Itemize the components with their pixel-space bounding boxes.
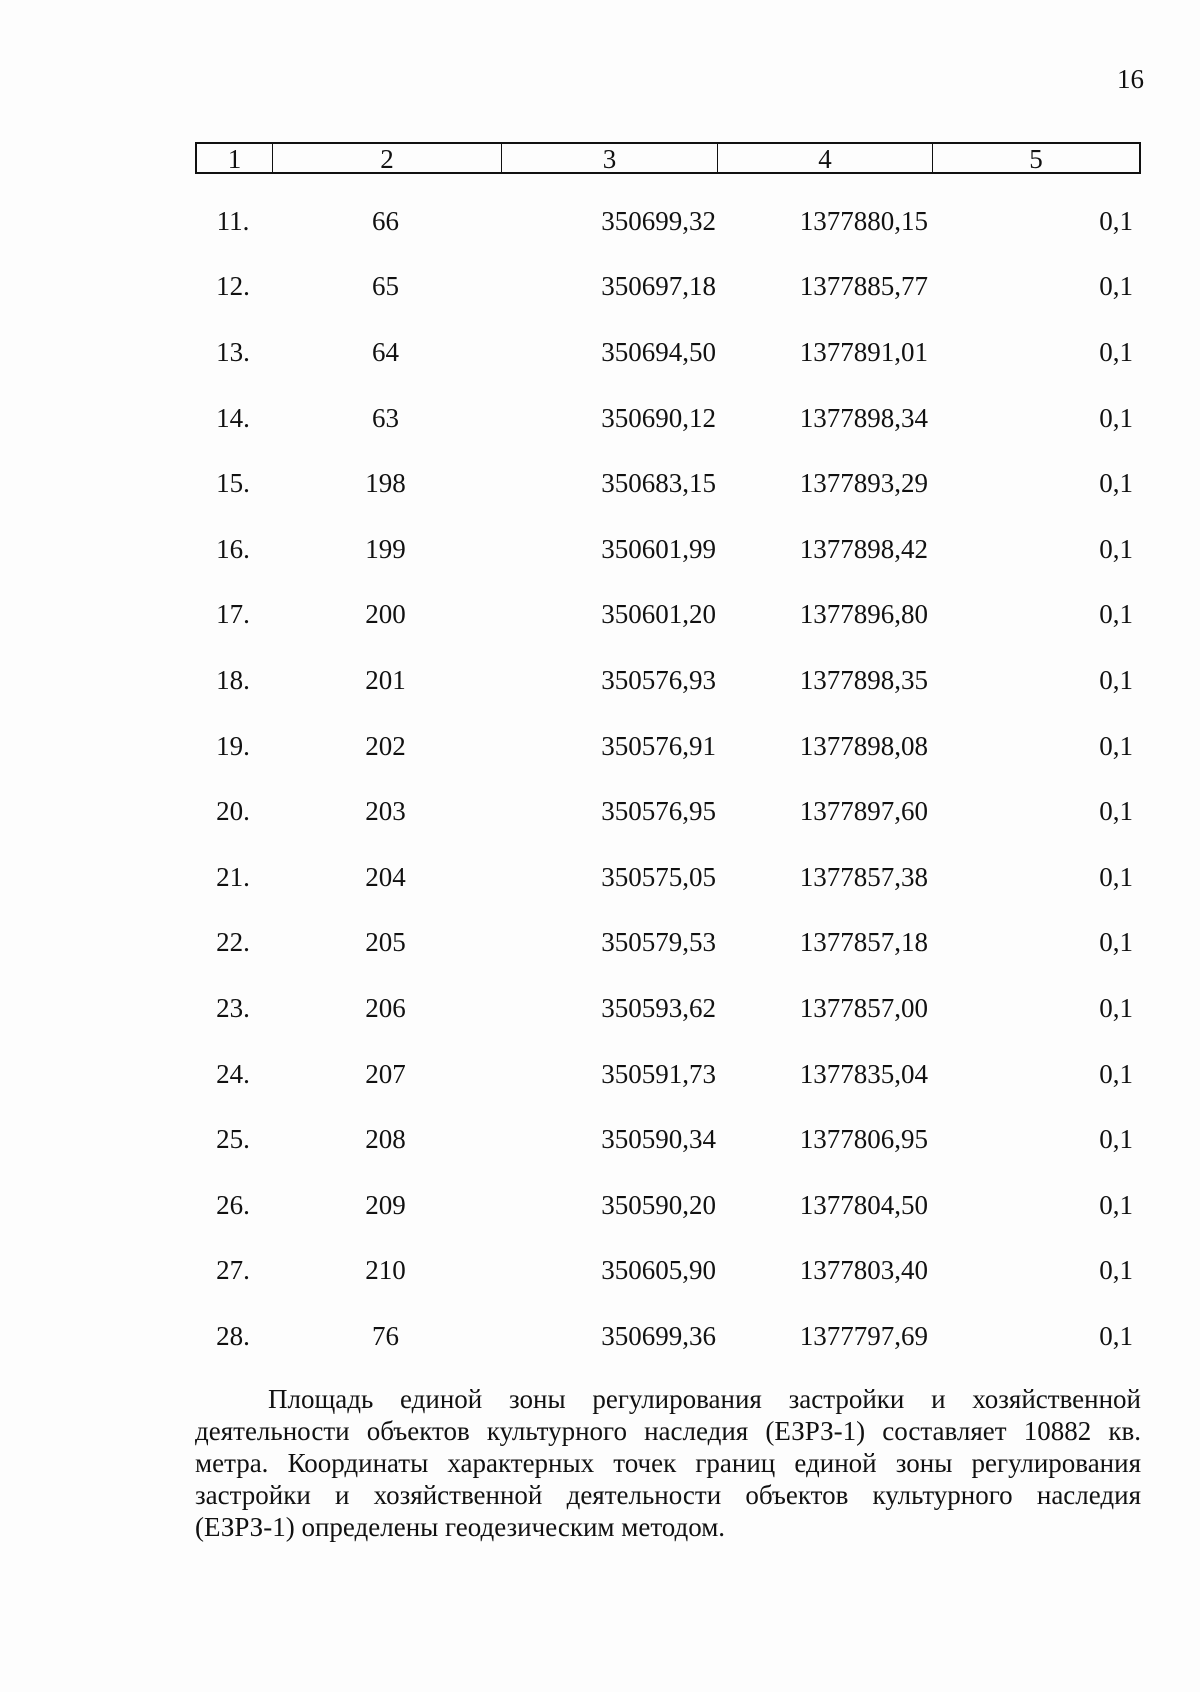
table-row [195,778,1141,844]
table-row [195,450,1141,516]
point-number: 66 [372,205,399,236]
table-row [195,1172,1141,1238]
accuracy-value: 0,1 [1099,1189,1133,1220]
header-cell: 4 [718,144,933,172]
y-coordinate: 1377804,50 [799,1189,928,1220]
y-coordinate: 1377898,42 [799,533,928,564]
table-row [195,319,1141,385]
y-coordinate: 1377797,69 [799,1320,928,1351]
point-number: 199 [365,533,406,564]
table-row [195,647,1141,713]
y-coordinate: 1377896,80 [799,599,928,630]
row-number: 17. [216,599,250,630]
accuracy-value: 0,1 [1099,336,1133,367]
row-number: 20. [216,796,250,827]
point-number: 198 [365,468,406,499]
row-number: 26. [216,1189,250,1220]
point-number: 210 [365,1255,406,1286]
table-header [195,142,1141,174]
row-number: 22. [216,927,250,958]
accuracy-value: 0,1 [1099,730,1133,761]
x-coordinate: 350576,95 [601,796,716,827]
point-number: 209 [365,1189,406,1220]
x-coordinate: 350576,93 [601,664,716,695]
row-number: 16. [216,533,250,564]
point-number: 206 [365,992,406,1023]
y-coordinate: 1377857,18 [799,927,928,958]
header-cell: 3 [502,144,718,172]
point-number: 202 [365,730,406,761]
accuracy-value: 0,1 [1099,533,1133,564]
y-coordinate: 1377897,60 [799,796,928,827]
table-row [195,713,1141,779]
x-coordinate: 350579,53 [601,927,716,958]
row-number: 21. [216,861,250,892]
header-cell: 1 [197,144,273,172]
accuracy-value: 0,1 [1099,271,1133,302]
row-number: 27. [216,1255,250,1286]
accuracy-value: 0,1 [1099,1058,1133,1089]
area-paragraph: Площадь единой зоны регулирования застройки и хозяйственной деятельности объектов культурного наследия (ЕЗРЗ-1) составляет 10882 кв. метра. Координаты характерных точек границ единой зоны регулирования застройки и хозяйственной деятельности объектов культурного наследия (ЕЗРЗ-1) определены геодезическим методом. [195,1384,1141,1542]
row-number: 13. [216,336,250,367]
table-row [195,254,1141,320]
x-coordinate: 350591,73 [601,1058,716,1089]
point-number: 204 [365,861,406,892]
x-coordinate: 350690,12 [601,402,716,433]
accuracy-value: 0,1 [1099,1124,1133,1155]
table-row [195,1238,1141,1304]
point-number: 207 [365,1058,406,1089]
header-cell: 2 [273,144,502,172]
x-coordinate: 350601,99 [601,533,716,564]
y-coordinate: 1377893,29 [799,468,928,499]
point-number: 76 [372,1320,399,1351]
row-number: 12. [216,271,250,302]
point-number: 201 [365,664,406,695]
row-number: 25. [216,1124,250,1155]
row-number: 24. [216,1058,250,1089]
y-coordinate: 1377803,40 [799,1255,928,1286]
x-coordinate: 350601,20 [601,599,716,630]
row-number: 28. [216,1320,250,1351]
x-coordinate: 350697,18 [601,271,716,302]
x-coordinate: 350699,36 [601,1320,716,1351]
accuracy-value: 0,1 [1099,402,1133,433]
point-number: 200 [365,599,406,630]
x-coordinate: 350576,91 [601,730,716,761]
accuracy-value: 0,1 [1099,205,1133,236]
accuracy-value: 0,1 [1099,664,1133,695]
x-coordinate: 350593,62 [601,992,716,1023]
point-number: 208 [365,1124,406,1155]
table-row [195,844,1141,910]
accuracy-value: 0,1 [1099,992,1133,1023]
table-row [195,516,1141,582]
y-coordinate: 1377880,15 [799,205,928,236]
y-coordinate: 1377891,01 [799,336,928,367]
table-row [195,385,1141,451]
y-coordinate: 1377898,34 [799,402,928,433]
x-coordinate: 350590,34 [601,1124,716,1155]
y-coordinate: 1377806,95 [799,1124,928,1155]
point-number: 65 [372,271,399,302]
accuracy-value: 0,1 [1099,861,1133,892]
row-number: 15. [216,468,250,499]
point-number: 63 [372,402,399,433]
accuracy-value: 0,1 [1099,927,1133,958]
accuracy-value: 0,1 [1099,796,1133,827]
row-number: 19. [216,730,250,761]
y-coordinate: 1377898,08 [799,730,928,761]
accuracy-value: 0,1 [1099,1255,1133,1286]
table-row [195,910,1141,976]
table-row [195,1041,1141,1107]
point-number: 205 [365,927,406,958]
x-coordinate: 350605,90 [601,1255,716,1286]
x-coordinate: 350575,05 [601,861,716,892]
header-cell: 5 [1029,144,1043,174]
row-number: 11. [216,205,250,236]
y-coordinate: 1377857,00 [799,992,928,1023]
y-coordinate: 1377835,04 [799,1058,928,1089]
table-row [195,975,1141,1041]
row-number: 14. [216,402,250,433]
point-number: 64 [372,336,399,367]
accuracy-value: 0,1 [1099,599,1133,630]
table-row [195,1303,1141,1369]
accuracy-value: 0,1 [1099,1320,1133,1351]
x-coordinate: 350694,50 [601,336,716,367]
row-number: 18. [216,664,250,695]
point-number: 203 [365,796,406,827]
x-coordinate: 350699,32 [601,205,716,236]
table-row [195,582,1141,648]
y-coordinate: 1377898,35 [799,664,928,695]
x-coordinate: 350683,15 [601,468,716,499]
table-row [195,188,1141,254]
accuracy-value: 0,1 [1099,468,1133,499]
coordinates-table-body [195,188,1141,1369]
page-number: 16 [1117,64,1144,94]
table-row [195,1106,1141,1172]
y-coordinate: 1377885,77 [799,271,928,302]
y-coordinate: 1377857,38 [799,861,928,892]
x-coordinate: 350590,20 [601,1189,716,1220]
row-number: 23. [216,992,250,1023]
